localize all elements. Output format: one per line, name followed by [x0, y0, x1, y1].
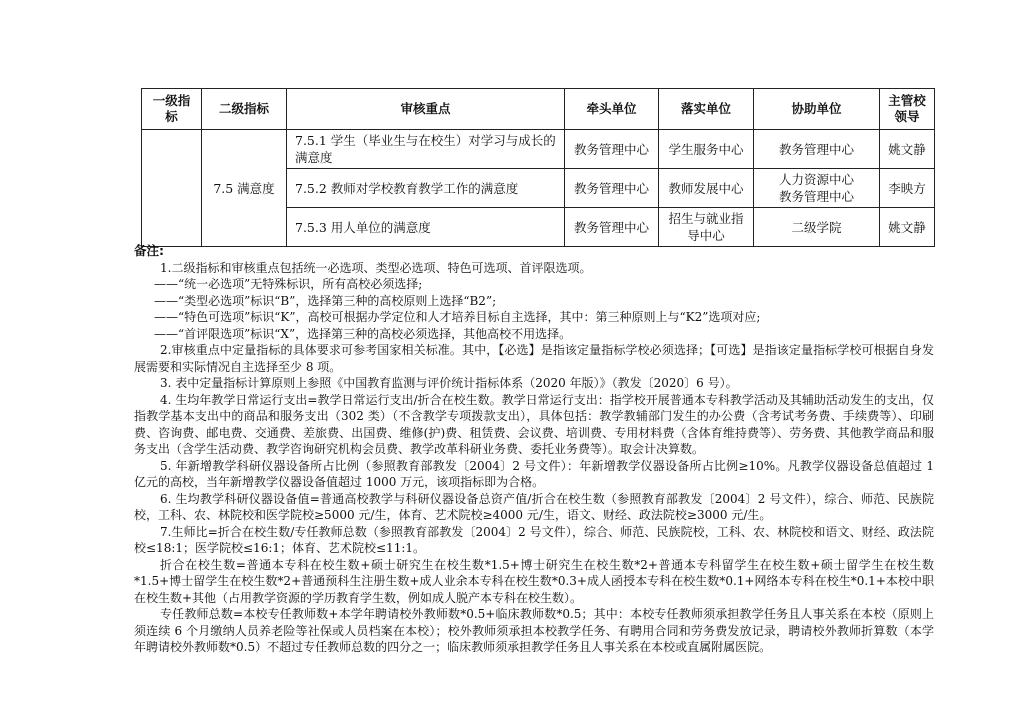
note-item: ——“特色可选项”标识“K”，高校可根据办学定位和人才培养目标自主选择，其中：第三种原则上与“K2”选项对应;: [154, 310, 761, 324]
note-item: 专任教师总数=本校专任教师数+本学年聘请校外教师数*0.5+临床教师数*0.5；其中：本校专任教师须承担教学任务且人事关系在本校（原则上须连续 6 个月缴纳人员养老险等社保或人员档案在本校）；校外教师须承担本校教学任务、有聘用合同和劳务费发放记录，聘请校外教师折算数（本学年聘请校外教师数*0.5）不超过专任教师总数的四分之一；临床教师须承担教学任务且人事关系在本校或直属附属医院。: [134, 607, 934, 654]
review-table: [141, 88, 935, 247]
notes-section: [134, 243, 934, 656]
table-header-row: [142, 89, 935, 130]
implementing-unit-cell: 学生服务中心: [659, 130, 754, 169]
review-focus-cell: 7.5.1 学生（毕业生与在校生）对学习与成长的满意度: [287, 130, 565, 169]
note-item: ——“统一必选项”无特殊标识，所有高校必须选择;: [154, 277, 423, 291]
lead-unit-cell: 教务管理中心: [565, 169, 659, 208]
note-item: 1.二级指标和审核重点包括统一必选项、类型必选项、特色可选项、首评限选项。: [160, 260, 592, 275]
note-item: 4. 生均年教学日常运行支出=教学日常运行支出/折合在校生数。教学日常运行支出：指学校开展普通本专科教学活动及其辅助活动发生的支出，仅指教学基本支出中的商品和服务支出（302 类）（不含教学专项拨款支出），具体包括：教学教辅部门发生的办公费（含考试考务费、手续费等）、印刷费、咨询费、邮电费、交通费、差旅费、出国费、维修(护)费、租赁费、会议费、培训费、专用材料费（含体育维持费等）、劳务费、其他教学商品和服务支出（含学生活动费、教学咨询研究机构会员费、教学改革科研业务费、委托业务费等）。取会计决算数。: [134, 392, 934, 456]
leader-cell: 李映方: [880, 169, 935, 208]
note-item: 3. 表中定量指标计算原则上参照《中国教育监测与评价统计指标体系（2020 年版）》（教发〔2020〕6 号）。: [160, 376, 738, 390]
header-implementing-unit: 落实单位: [659, 89, 754, 130]
header-primary-indicator: 一级指标: [142, 89, 202, 130]
assisting-unit-cell: 二级学院: [754, 208, 880, 247]
note-item: 5. 年新增教学科研仪器设备所占比例（参照教育部教发〔2004〕2 号文件）：年新增教学仪器设备所占比例≥10%。凡教学仪器设备总值超过 1 亿元的高校，当年新增教学仪器设备值超过 1000 万元，该项指标即为合格。: [134, 458, 934, 489]
note-item: ——“首评限选项”标识“X”，选择第三种的高校必须选择，其他高校不用选择。: [154, 326, 572, 341]
header-secondary-indicator: 二级指标: [202, 89, 287, 130]
note-item: 折合在校生数=普通本专科在校生数+硕士研究生在校生数*1.5+博士研究生在校生数*2+普通本专科留学生在校生数+硕士留学生在校生数*1.5+博士留学生在校生数*2+普通预科生注册生数+成人业余本专科在校生数*0.3+成人函授本专科在校生数*0.1+网络本专科在校生*0.1+本校中职在校生数+其他（占用教学资源的学历教育学生数，例如成人脱产本专科在校生数）。: [134, 557, 934, 605]
notes-title: 备注:: [134, 243, 164, 258]
review-focus-cell: 7.5.2 教师对学校教育教学工作的满意度: [287, 169, 565, 208]
assisting-unit-cell: 教务管理中心: [754, 130, 880, 169]
implementing-unit-cell: 招生与就业指导中心: [659, 208, 754, 247]
lead-unit-cell: 教务管理中心: [565, 130, 659, 169]
leader-cell: 姚文静: [880, 130, 935, 169]
leader-cell: 姚文静: [880, 208, 935, 247]
note-item: 2.审核重点中定量指标的具体要求可参考国家相关标准。其中，【必选】是指该定量指标学校必须选择；【可选】是指该定量指标学校可根据自身发展需要和实际情况自主选择至少 8 项。: [134, 343, 934, 374]
secondary-indicator-cell: 7.5 满意度: [202, 130, 287, 247]
assisting-unit-cell: 人力资源中心 教务管理中心: [754, 169, 880, 208]
table-row: [142, 130, 935, 169]
header-lead-unit: 牵头单位: [565, 89, 659, 130]
note-item: 6. 生均教学科研仪器设备值=普通高校教学与科研仪器设备总资产值/折合在校生数（参照教育部教发〔2004〕2 号文件），综合、师范、民族院校，工科、农、林院校和医学院校≥5000 元/生，体育、艺术院校≥4000 元/生，语文、财经、政法院校≥3000 元/生。: [134, 491, 934, 522]
implementing-unit-cell: 教师发展中心: [659, 169, 754, 208]
header-assisting-unit: 协助单位: [754, 89, 880, 130]
header-leader: 主管校领导: [880, 89, 935, 130]
header-review-focus: 审核重点: [287, 89, 565, 130]
lead-unit-cell: 教务管理中心: [565, 208, 659, 247]
review-focus-cell: 7.5.3 用人单位的满意度: [287, 208, 565, 247]
note-item: 7.生师比=折合在校生数/专任教师总数（参照教育部教发〔2004〕2 号文件），综合、师范、民族院校，工科、农、林院校和语文、财经、政法院校≤18:1；医学院校≤16:1；体育、艺术院校≤11:1。: [134, 524, 934, 555]
primary-indicator-cell: [142, 130, 202, 247]
note-item: ——“类型必选项”标识“B”，选择第三种的高校原则上选择“B2”;: [154, 293, 497, 308]
